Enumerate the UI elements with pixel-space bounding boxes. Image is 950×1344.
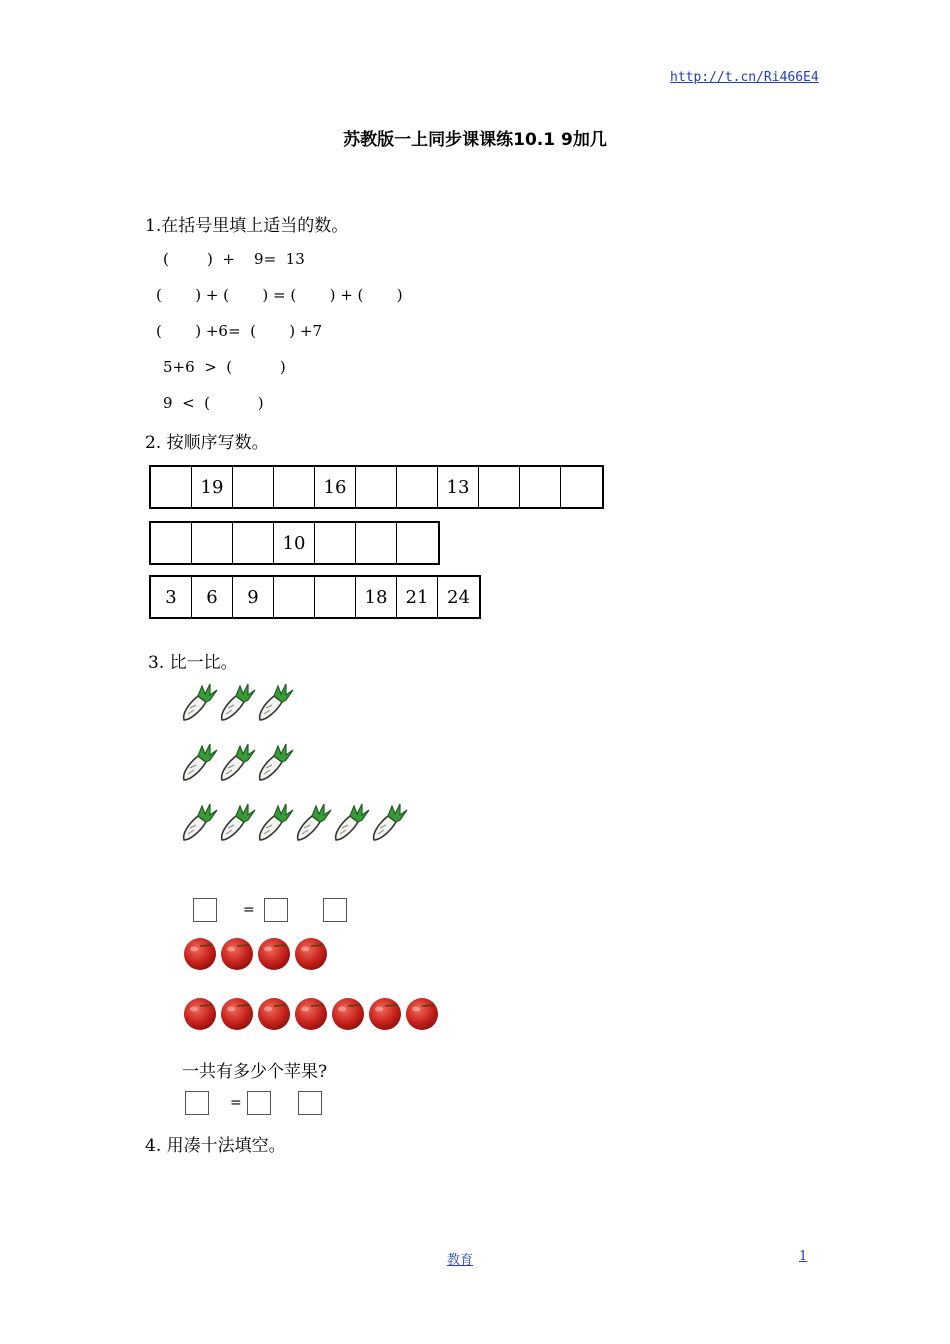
sequence-cell[interactable] — [315, 577, 356, 617]
sequence-cell: 16 — [315, 467, 356, 507]
sequence-cell: 9 — [233, 577, 274, 617]
page-title: 苏教版一上同步课课练10.1 9加几 — [343, 130, 607, 150]
sequence-cell: 19 — [192, 467, 233, 507]
q2-heading: 2. 按顺序写数。 — [145, 433, 269, 453]
equals-sign-1: = — [243, 902, 255, 918]
apple-row-1 — [182, 934, 330, 976]
q4-heading: 4. 用凑十法填空。 — [145, 1136, 286, 1156]
radish-icon — [294, 800, 332, 846]
sequence-cell[interactable] — [274, 577, 315, 617]
sequence-cell[interactable] — [151, 467, 192, 507]
radish-icon — [256, 680, 294, 726]
sequence-cell[interactable] — [233, 523, 274, 563]
answer-box-2[interactable] — [264, 898, 288, 922]
sequence-cell[interactable] — [479, 467, 520, 507]
footer-center[interactable]: 教育 — [447, 1253, 474, 1268]
sequence-cell[interactable] — [315, 523, 356, 563]
equals-sign-2: = — [230, 1095, 242, 1111]
sequence-grid-1 — [149, 465, 604, 509]
sequence-cell[interactable] — [397, 467, 438, 507]
apple-icon — [367, 994, 404, 1036]
apple-icon — [330, 994, 367, 1036]
sequence-cell: 13 — [438, 467, 479, 507]
q1-heading: 1.在括号里填上适当的数。 — [145, 216, 349, 236]
radish-icon — [256, 740, 294, 786]
apple-icon — [293, 934, 330, 976]
sequence-cell: 10 — [274, 523, 315, 563]
q1-line-1: ( ) + 9= 13 — [163, 250, 305, 268]
sequence-cell[interactable] — [274, 467, 315, 507]
q3-heading: 3. 比一比。 — [148, 653, 238, 673]
sequence-cell: 6 — [192, 577, 233, 617]
q1-line-2: ( ) + ( ) = ( ) + ( ) — [156, 286, 403, 304]
sequence-cell: 18 — [356, 577, 397, 617]
radish-icon — [180, 680, 218, 726]
q1-line-4: 5+6 > ( ) — [163, 358, 286, 376]
radish-icon — [256, 800, 294, 846]
radish-row-3 — [180, 800, 408, 846]
answer-box-1[interactable] — [193, 898, 217, 922]
sequence-cell[interactable] — [520, 467, 561, 507]
apple-icon — [404, 994, 441, 1036]
page-number: 1 — [799, 1249, 808, 1264]
radish-icon — [218, 740, 256, 786]
apple-icon — [256, 994, 293, 1036]
header-link[interactable]: http://t.cn/Ri466E4 — [670, 70, 819, 85]
answer-box-5[interactable] — [247, 1091, 271, 1115]
sequence-cell[interactable] — [192, 523, 233, 563]
apple-icon — [182, 994, 219, 1036]
sequence-cell[interactable] — [356, 467, 397, 507]
answer-box-6[interactable] — [298, 1091, 322, 1115]
sequence-cell[interactable] — [151, 523, 192, 563]
apple-icon — [256, 934, 293, 976]
sequence-cell[interactable] — [233, 467, 274, 507]
q3-question: 一共有多少个苹果? — [182, 1062, 328, 1082]
radish-icon — [180, 740, 218, 786]
radish-row-2 — [180, 740, 294, 786]
sequence-cell: 3 — [151, 577, 192, 617]
sequence-cell[interactable] — [356, 523, 397, 563]
radish-icon — [180, 800, 218, 846]
radish-icon — [218, 680, 256, 726]
sequence-cell[interactable] — [397, 523, 438, 563]
radish-icon — [218, 800, 256, 846]
sequence-cell[interactable] — [561, 467, 602, 507]
answer-box-3[interactable] — [323, 898, 347, 922]
apple-icon — [182, 934, 219, 976]
sequence-grid-3 — [149, 575, 481, 619]
apple-icon — [219, 934, 256, 976]
apple-icon — [219, 994, 256, 1036]
apple-row-2 — [182, 994, 441, 1036]
sequence-cell: 24 — [447, 586, 470, 608]
radish-icon — [370, 800, 408, 846]
answer-box-4[interactable] — [185, 1091, 209, 1115]
sequence-grid-2 — [149, 521, 440, 565]
radish-row-1 — [180, 680, 294, 726]
sequence-cell: 21 — [397, 577, 438, 617]
apple-icon — [293, 994, 330, 1036]
q1-line-5: 9 < ( ) — [163, 394, 264, 412]
radish-icon — [332, 800, 370, 846]
q1-line-3: ( ) +6= ( ) +7 — [156, 322, 323, 340]
